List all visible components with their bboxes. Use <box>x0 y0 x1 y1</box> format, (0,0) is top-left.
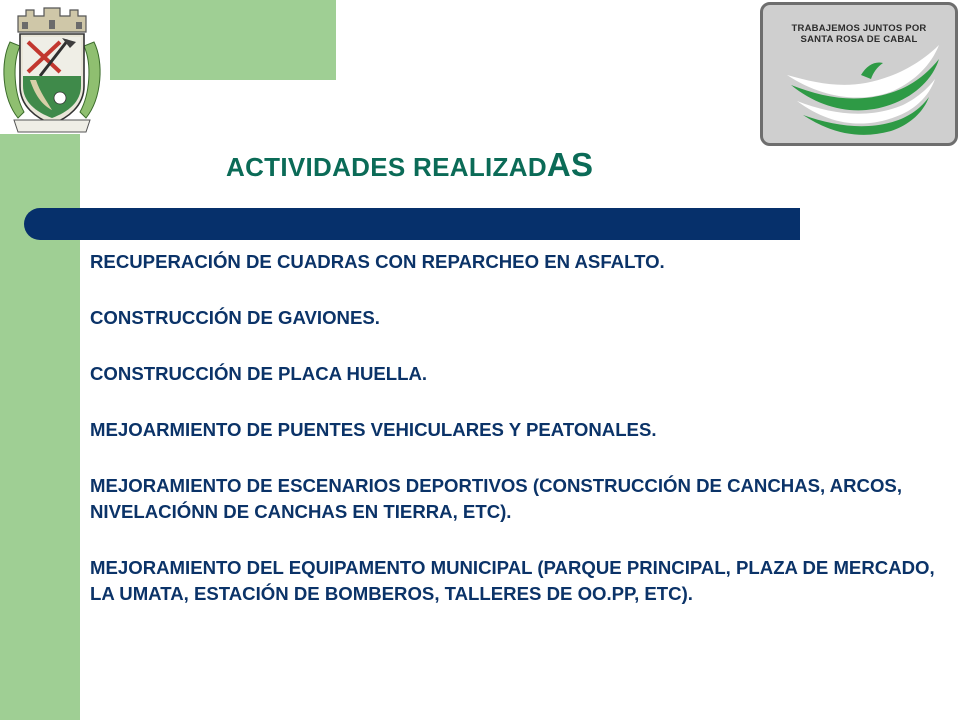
campaign-logo <box>760 2 958 146</box>
activity-item: MEJORAMIENTO DEL EQUIPAMENTO MUNICIPAL (PARQUE PRINCIPAL, PLAZA DE MERCADO, LA UMATA, ESTACIÓN DE BOMBEROS, TALLERES DE OO.PP, ETC). <box>90 557 935 604</box>
green-swoosh-logo-icon <box>783 45 943 137</box>
logo-slogan-line-1: TRABAJEMOS JUNTOS POR <box>791 23 927 34</box>
activity-item: MEJOARMIENTO DE PUENTES VEHICULARES Y PEATONALES. <box>90 419 657 440</box>
page-title-tail: AS <box>546 146 594 183</box>
coat-of-arms-icon <box>0 2 104 134</box>
activities-list <box>90 249 940 637</box>
activity-item: MEJORAMIENTO DE ESCENARIOS DEPORTIVOS (CONSTRUCCIÓN DE CANCHAS, ARCOS, NIVELACIÓNN DE CANCHAS EN TIERRA, ETC). <box>90 475 902 522</box>
top-accent-block <box>80 0 336 80</box>
activity-item: CONSTRUCCIÓN DE PLACA HUELLA. <box>90 363 428 384</box>
title-divider-bar <box>24 208 800 240</box>
activity-item: CONSTRUCCIÓN DE GAVIONES. <box>90 307 380 328</box>
logo-slogan-line-2: SANTA ROSA DE CABAL <box>800 34 918 45</box>
activity-item: RECUPERACIÓN DE CUADRAS CON REPARCHEO EN ASFALTO. <box>90 251 665 272</box>
logo-slogan <box>763 23 955 45</box>
page-title-main: ACTIVIDADES REALIZAD <box>226 152 547 182</box>
page-title <box>226 146 786 184</box>
